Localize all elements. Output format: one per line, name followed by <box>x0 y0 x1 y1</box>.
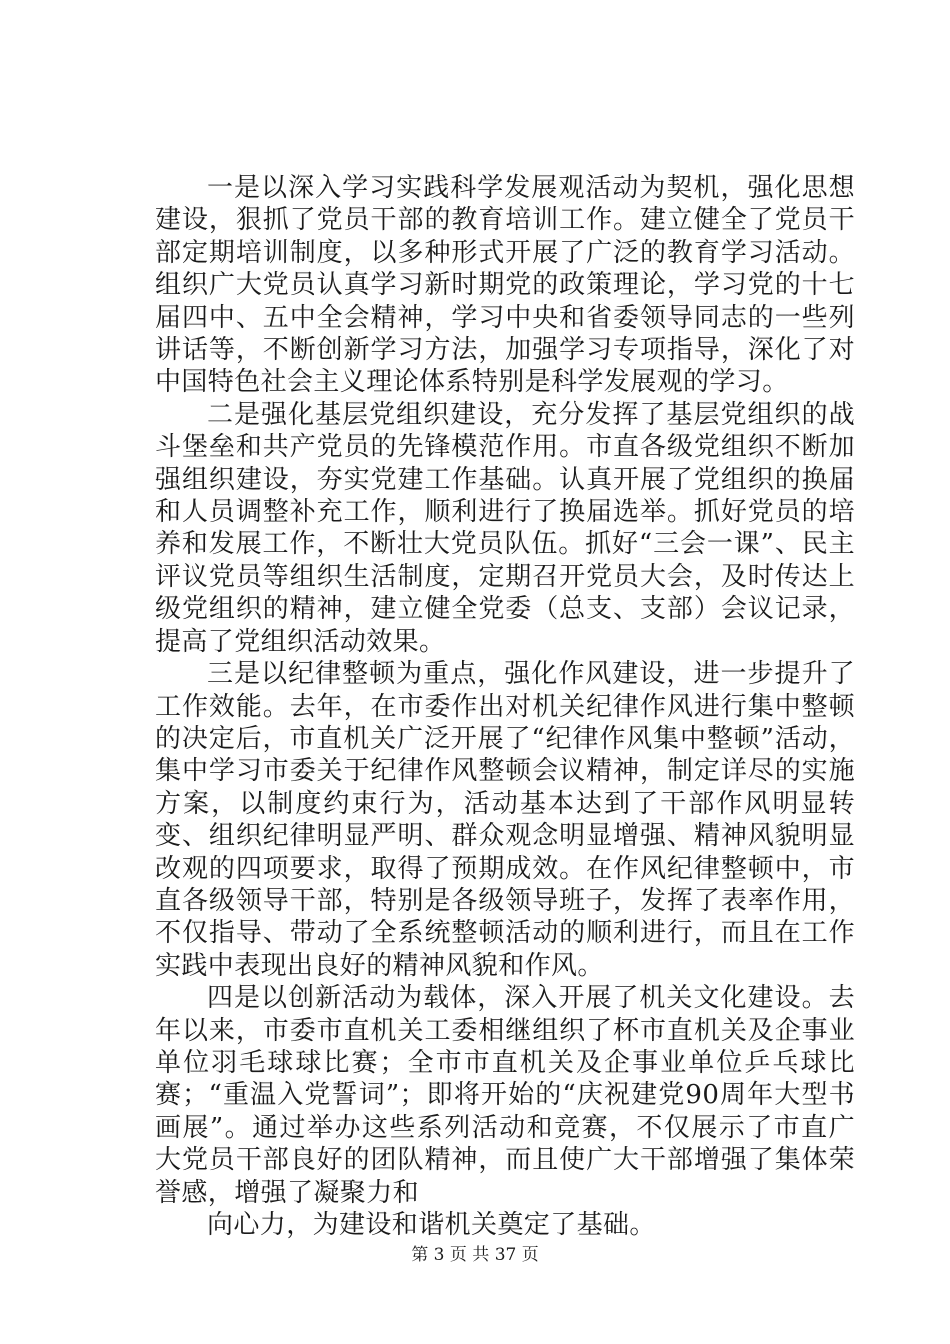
paragraph-1: 一是以深入学习实践科学发展观活动为契机，强化思想建设，狠抓了党员干部的教育培训工作。建立健全了党员干部定期培训制度，以多种形式开展了广泛的教育学习活动。组织广大党员认真学习新时期党的政策理论，学习党的十七届四中、五中全会精神，学习中央和省委领导同志的一些列讲话等，不断创新学习方法，加强学习专项指导，深化了对中国特色社会主义理论体系特别是科学发展观的学习。 <box>155 173 855 398</box>
page-number-footer: 第 3 页 共 37 页 <box>411 1245 539 1265</box>
document-body <box>155 172 855 1241</box>
paragraph-4: 四是以创新活动为载体，深入开展了机关文化建设。去年以来，市委市直机关工委相继组织了杯市直机关及企事业单位羽毛球球比赛；全市市直机关及企事业单位乒乓球比赛；“重温入党誓词”；即将开始的“庆祝建党90周年大型书画展”。通过举办这些系列活动和竞赛，不仅展示了市直广大党员干部良好的团队精神，而且使广大干部增强了集体荣誉感，增强了凝聚力和 <box>155 983 855 1208</box>
paragraph-3: 三是以纪律整顿为重点，强化作风建设，进一步提升了工作效能。去年，在市委作出对机关纪律作风进行集中整顿的决定后，市直机关广泛开展了“纪律作风集中整顿”活动，集中学习市委关于纪律作风整顿会议精神，制定详尽的实施方案，以制度约束行为，活动基本达到了干部作风明显转变、组织纪律明显严明、群众观念明显增强、精神风貌明显改观的四项要求，取得了预期成效。在作风纪律整顿中，市直各级领导干部，特别是各级领导班子，发挥了表率作用，不仅指导、带动了全系统整顿活动的顺利进行，而且在工作实践中表现出良好的精神风貌和作风。 <box>155 659 855 981</box>
paragraph-2: 二是强化基层党组织建设，充分发挥了基层党组织的战斗堡垒和共产党员的先锋模范作用。市直各级党组织不断加强组织建设，夯实党建工作基础。认真开展了党组织的换届和人员调整补充工作，顺利进行了换届选举。抓好党员的培养和发展工作，不断壮大党员队伍。抓好“三会一课”、民主评议党员等组织生活制度，定期召开党员大会，及时传达上级党组织的精神，建立健全党委（总支、支部）会议记录，提高了党组织活动效果。 <box>155 399 855 657</box>
paragraph-5: 向心力，为建设和谐机关奠定了基础。 <box>207 1210 656 1240</box>
